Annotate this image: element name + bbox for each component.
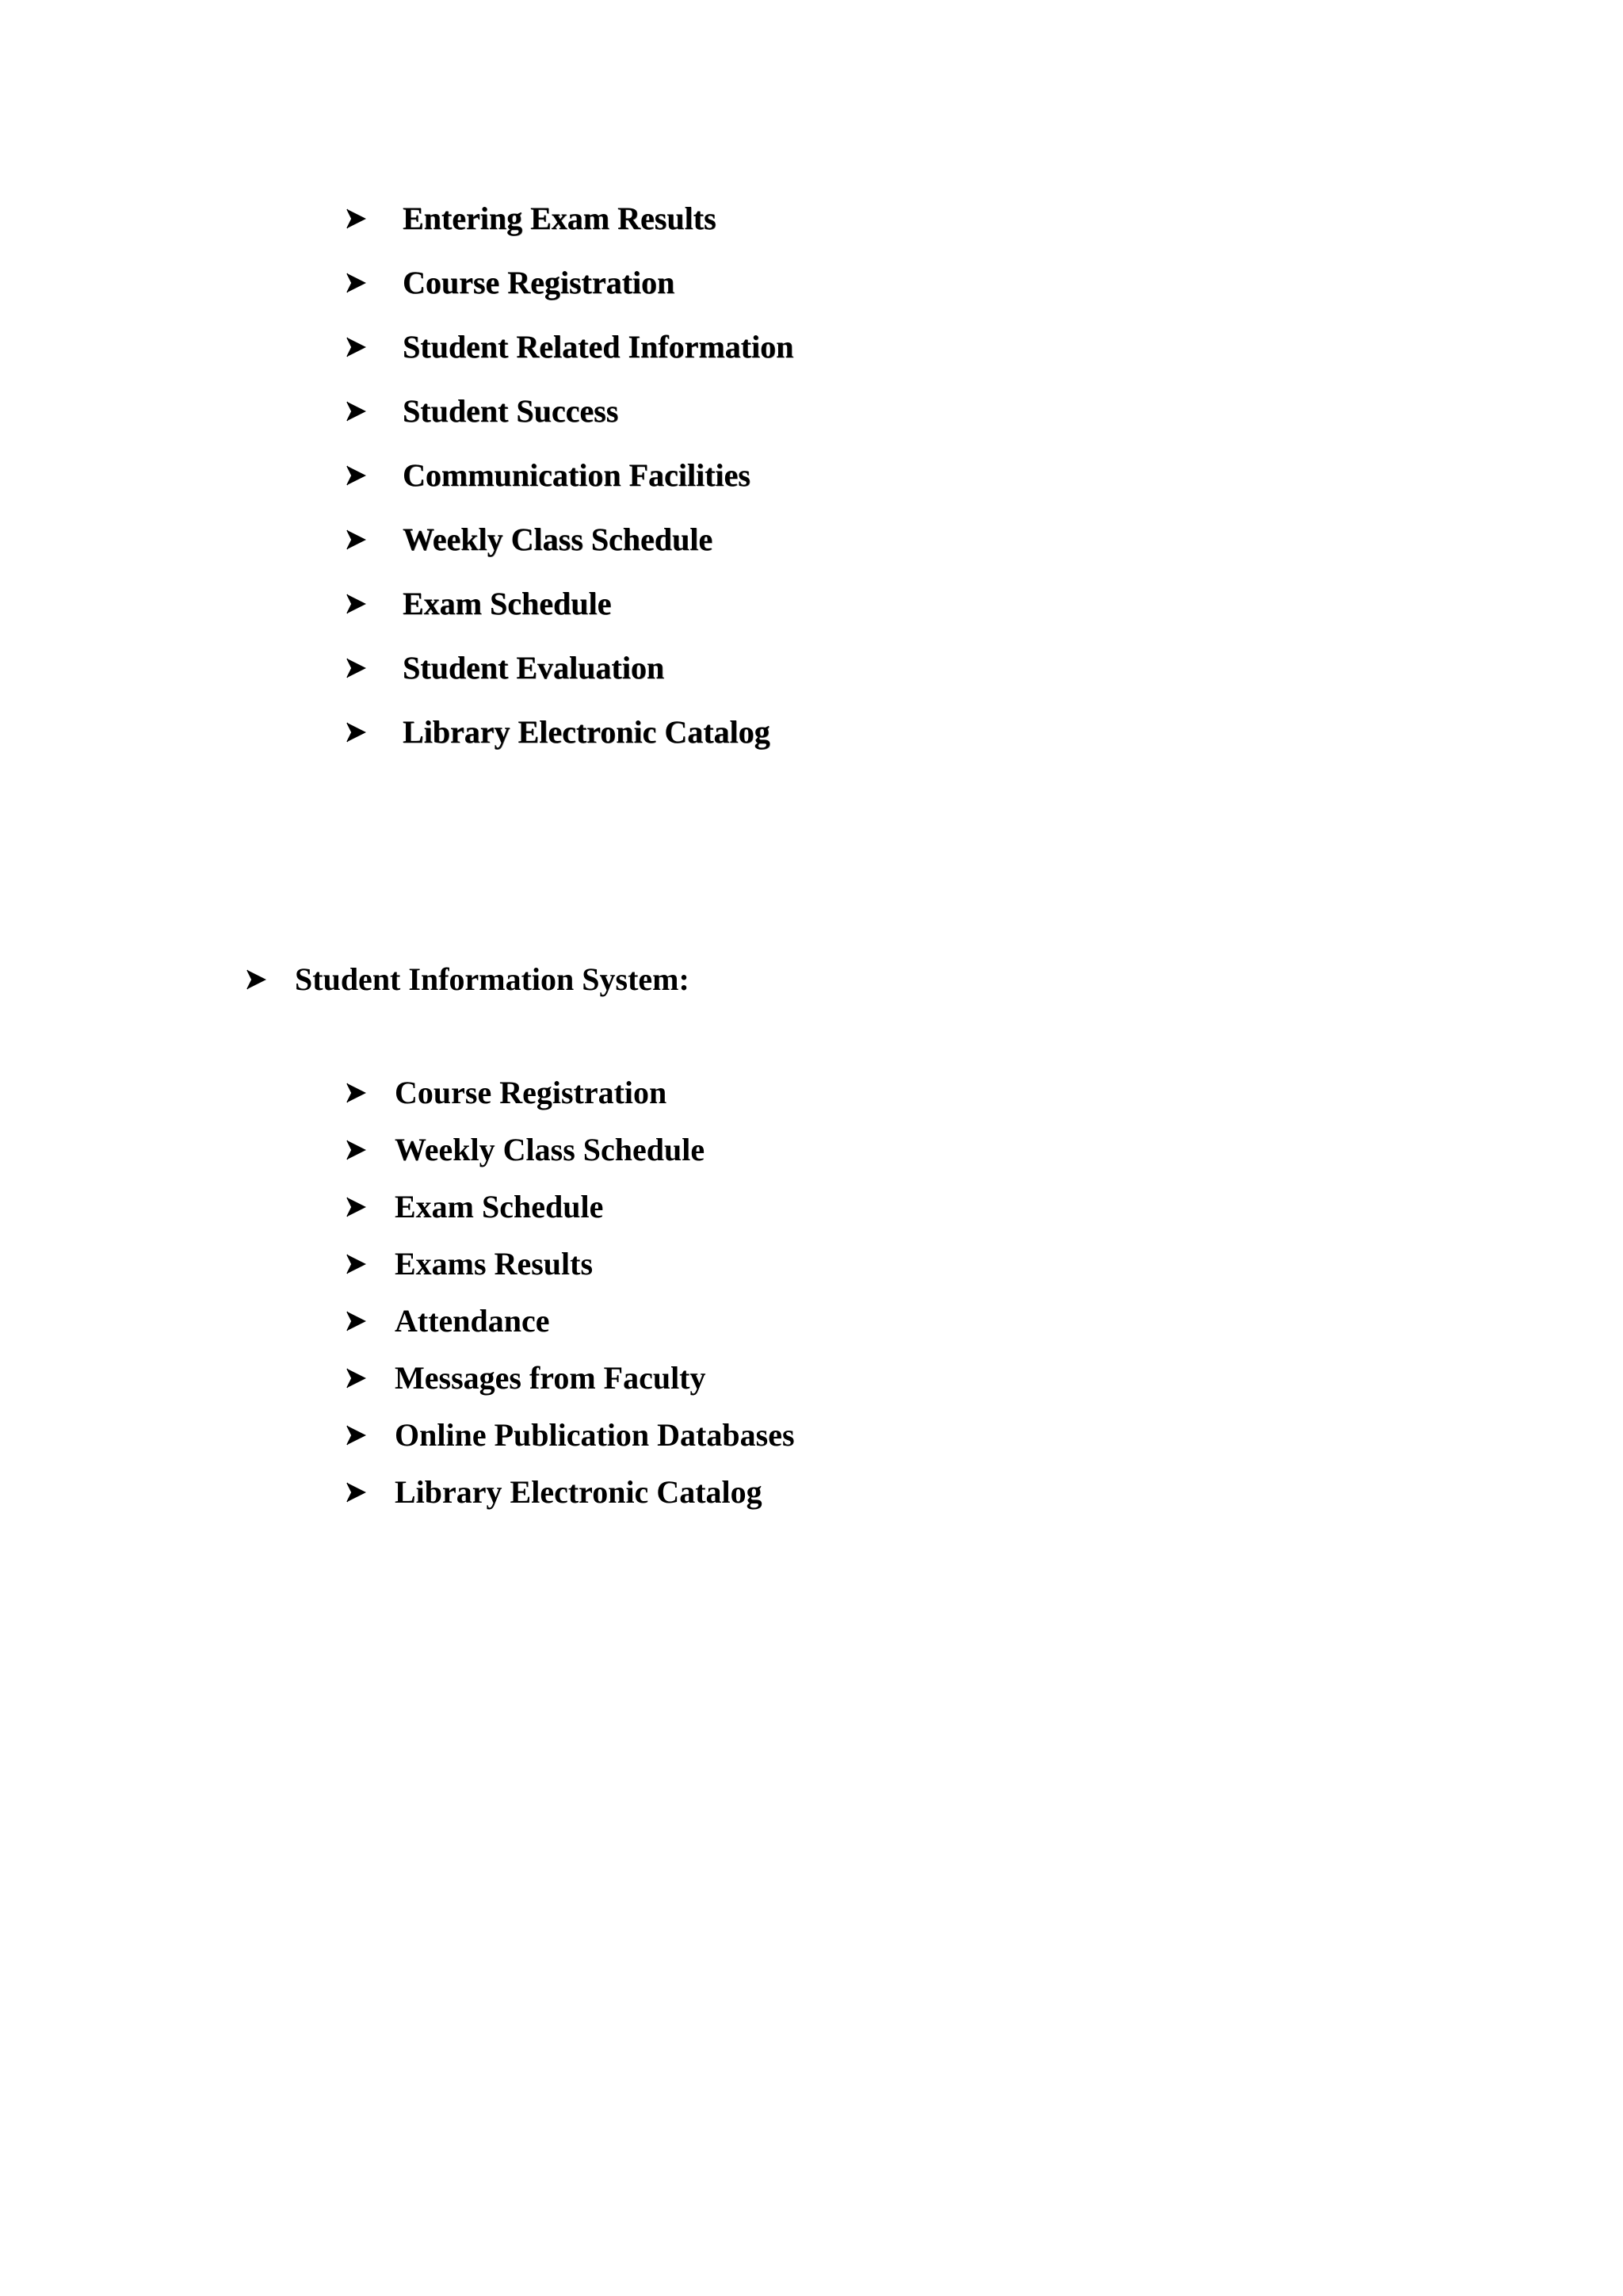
arrowhead-bullet-icon xyxy=(346,272,368,294)
arrowhead-bullet-icon xyxy=(346,400,368,422)
section-heading-text: Student Information System: xyxy=(295,961,689,997)
list-item-label: Student Success xyxy=(403,393,619,429)
list-item-label: Communication Facilities xyxy=(403,457,750,493)
list-item-label: Attendance xyxy=(395,1303,550,1339)
arrowhead-bullet-icon xyxy=(246,968,268,991)
arrowhead-bullet-icon xyxy=(346,1253,368,1275)
list-item-label: Course Registration xyxy=(395,1075,667,1110)
arrowhead-bullet-icon xyxy=(346,657,368,679)
arrowhead-bullet-icon xyxy=(346,1082,368,1104)
arrowhead-bullet-icon xyxy=(346,1424,368,1446)
list-item-label: Messages from Faculty xyxy=(395,1360,706,1396)
list-item-label: Student Related Information xyxy=(403,329,794,365)
arrowhead-bullet-icon xyxy=(346,336,368,358)
list-item-label: Weekly Class Schedule xyxy=(403,521,713,557)
list-item-label: Entering Exam Results xyxy=(403,201,716,236)
arrowhead-bullet-icon xyxy=(346,1196,368,1218)
list-item-label: Exam Schedule xyxy=(403,586,612,621)
arrowhead-bullet-icon xyxy=(346,208,368,230)
list-item-label: Library Electronic Catalog xyxy=(395,1474,762,1510)
arrowhead-bullet-icon xyxy=(346,464,368,487)
arrowhead-bullet-icon xyxy=(346,1367,368,1389)
list-item-label: Exam Schedule xyxy=(395,1189,604,1224)
list-item-label: Course Registration xyxy=(403,265,675,300)
arrowhead-bullet-icon xyxy=(346,529,368,551)
arrowhead-bullet-icon xyxy=(346,1481,368,1503)
arrowhead-bullet-icon xyxy=(346,593,368,615)
list-item-label: Online Publication Databases xyxy=(395,1417,795,1453)
list-item-label: Exams Results xyxy=(395,1246,594,1282)
arrowhead-bullet-icon xyxy=(346,1139,368,1161)
list-item-label: Student Evaluation xyxy=(403,650,665,686)
arrowhead-bullet-icon xyxy=(346,721,368,743)
list-item-label: Weekly Class Schedule xyxy=(395,1132,705,1167)
list-item-label: Library Electronic Catalog xyxy=(403,714,770,750)
arrowhead-bullet-icon xyxy=(346,1310,368,1332)
